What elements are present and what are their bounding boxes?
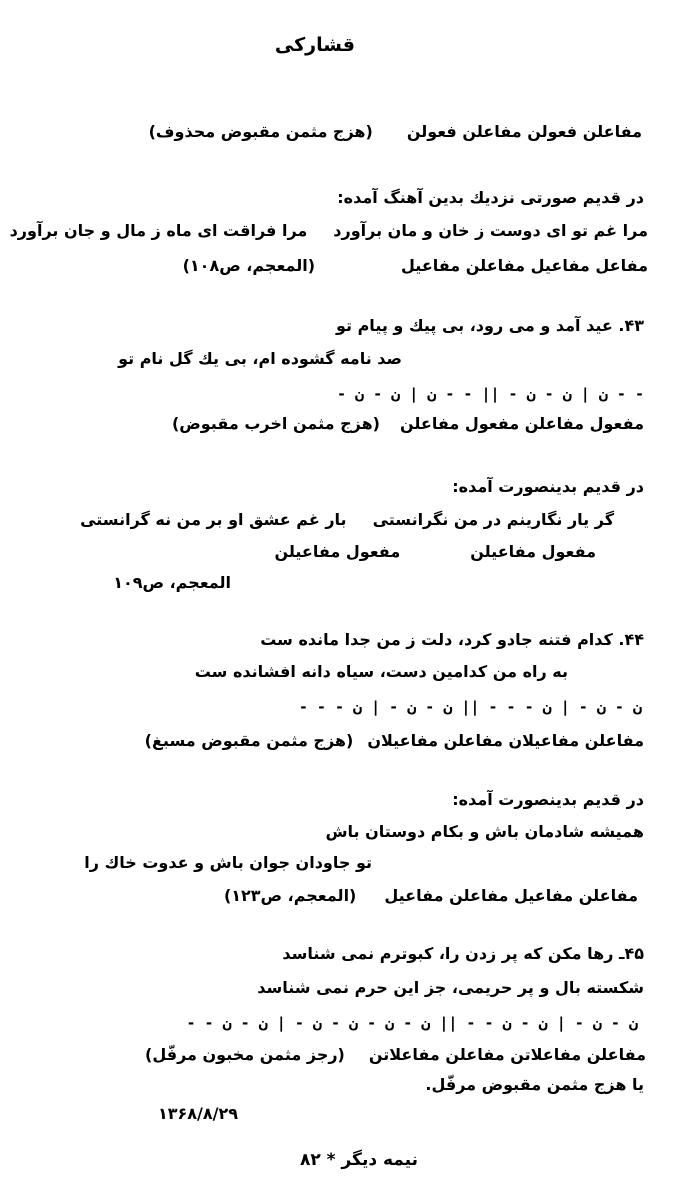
- poem-43-old-heading: در قدیم بدینصورت آمده:: [452, 477, 644, 496]
- date: ۱۳۶۸/۸/۲۹: [157, 1104, 238, 1123]
- poem-44-old-feet: مفاعلن مفاعیل مفاعلن مفاعیل: [384, 886, 638, 905]
- poem-44-meter-name: (هزج مثمن مقبوض مسبغ): [144, 731, 354, 750]
- poem-44-feet: مفاعلن مفاعیلان مفاعلن مفاعیلان: [367, 731, 644, 750]
- poem-44-scansion: ن - ن - | ن - - - || ن - ن - | ن - - -: [298, 698, 642, 716]
- poem-43-scansion: - - ن | ن - ن - || - - ن | ن - ن -: [336, 385, 644, 403]
- poem-44-old-verse-b: تو جاودان جوان باش و عدوت خاك را: [84, 853, 372, 872]
- poem-45-feet-line: [145, 1045, 646, 1065]
- poem-43-line2: صد نامه گشوده ام، بی یك گل نام تو: [118, 349, 402, 368]
- poem-45-line2: شکسته بال و پر حریمی، جز این حرم نمی شناسد: [257, 978, 644, 997]
- poem-44-old-verse-a: همیشه شادمان باش و بکام دوستان باش: [325, 822, 644, 841]
- poem-43-feet: مفعول مفاعلن مفعول مفاعلن: [399, 414, 644, 433]
- poem-45-line1: ۴۵ـ رها مکن که پر زدن را، کبوترم نمی شناسد: [282, 944, 644, 963]
- poem-43-old-feet-b: مفعول مفاعیلن: [274, 542, 401, 561]
- poem-44-old-heading: در قدیم بدینصورت آمده:: [452, 790, 644, 809]
- intro-old-heading: در قدیم صورتی نزدیك بدین آهنگ آمده:: [337, 188, 644, 207]
- intro-old-feet: مفاعل مفاعیل مفاعلن مفاعیل: [401, 256, 648, 275]
- poem-44-line2: به راه من کدامین دست، سیاه دانه افشانده ست: [194, 662, 568, 681]
- intro-old-source: (المعجم، ص۱۰۸): [182, 256, 316, 275]
- intro-old-verse-b: مرا فراقت ای ماه ز مال و جان برآورد: [9, 221, 308, 240]
- poem-44-old-source: (المعجم، ص۱۲۳): [223, 886, 357, 905]
- poem-43-line1: ۴۳. عید آمد و می رود، بی پیك و پیام تو: [335, 316, 644, 335]
- intro-meter-name: (هزج مثمن مقبوض محذوف): [148, 122, 373, 141]
- poem-44-feet-line: [145, 731, 644, 751]
- poem-43-old-verse-a: گر یار نگارینم در من نگرانستی: [372, 510, 614, 529]
- poem-43-old-source: المعجم، ص۱۰۹: [113, 573, 231, 592]
- poem-45-scansion: ن - ن - | ن - ن - - || ن - ن - ن - ن - | ن - ن - -: [186, 1014, 638, 1032]
- poem-45-meter-name: (رجز مثمن مخبون مرفّل): [145, 1045, 345, 1064]
- poem-44-old-feet-line: [224, 886, 638, 906]
- page-title: قشارکی: [274, 34, 355, 56]
- intro-meter-line: [149, 122, 642, 142]
- poem-45-alt: یا هزج مثمن مقبوض مرفّل.: [425, 1075, 644, 1094]
- page-footer: نیمه دیگر * ۸۲: [299, 1150, 418, 1170]
- poem-45-feet: مفاعلن مفاعلاتن مفاعلن مفاعلاتن: [368, 1045, 646, 1064]
- poem-43-old-verse-b: بار غم عشق او بر من نه گرانستی: [80, 510, 347, 529]
- poem-44-line1: ۴۴. کدام فتنه جادو کرد، دلت ز من جدا مانده ست: [260, 630, 644, 649]
- poem-43-old-verse: [80, 510, 614, 530]
- intro-old-verse: [10, 221, 648, 241]
- intro-meter-feet: مفاعلن فعولن مفاعلن فعولن: [406, 122, 642, 141]
- poem-43-old-feet-a: مفعول مفاعیلن: [470, 542, 596, 561]
- poem-43-meter-name: (هزج مثمن اخرب مقبوض): [171, 414, 380, 433]
- poem-43-old-feet-line: [274, 542, 596, 562]
- intro-old-verse-a: مرا غم تو ای دوست ز خان و مان برآورد: [333, 221, 648, 240]
- poem-43-feet-line: [172, 414, 644, 434]
- intro-old-feet-line: [183, 256, 648, 276]
